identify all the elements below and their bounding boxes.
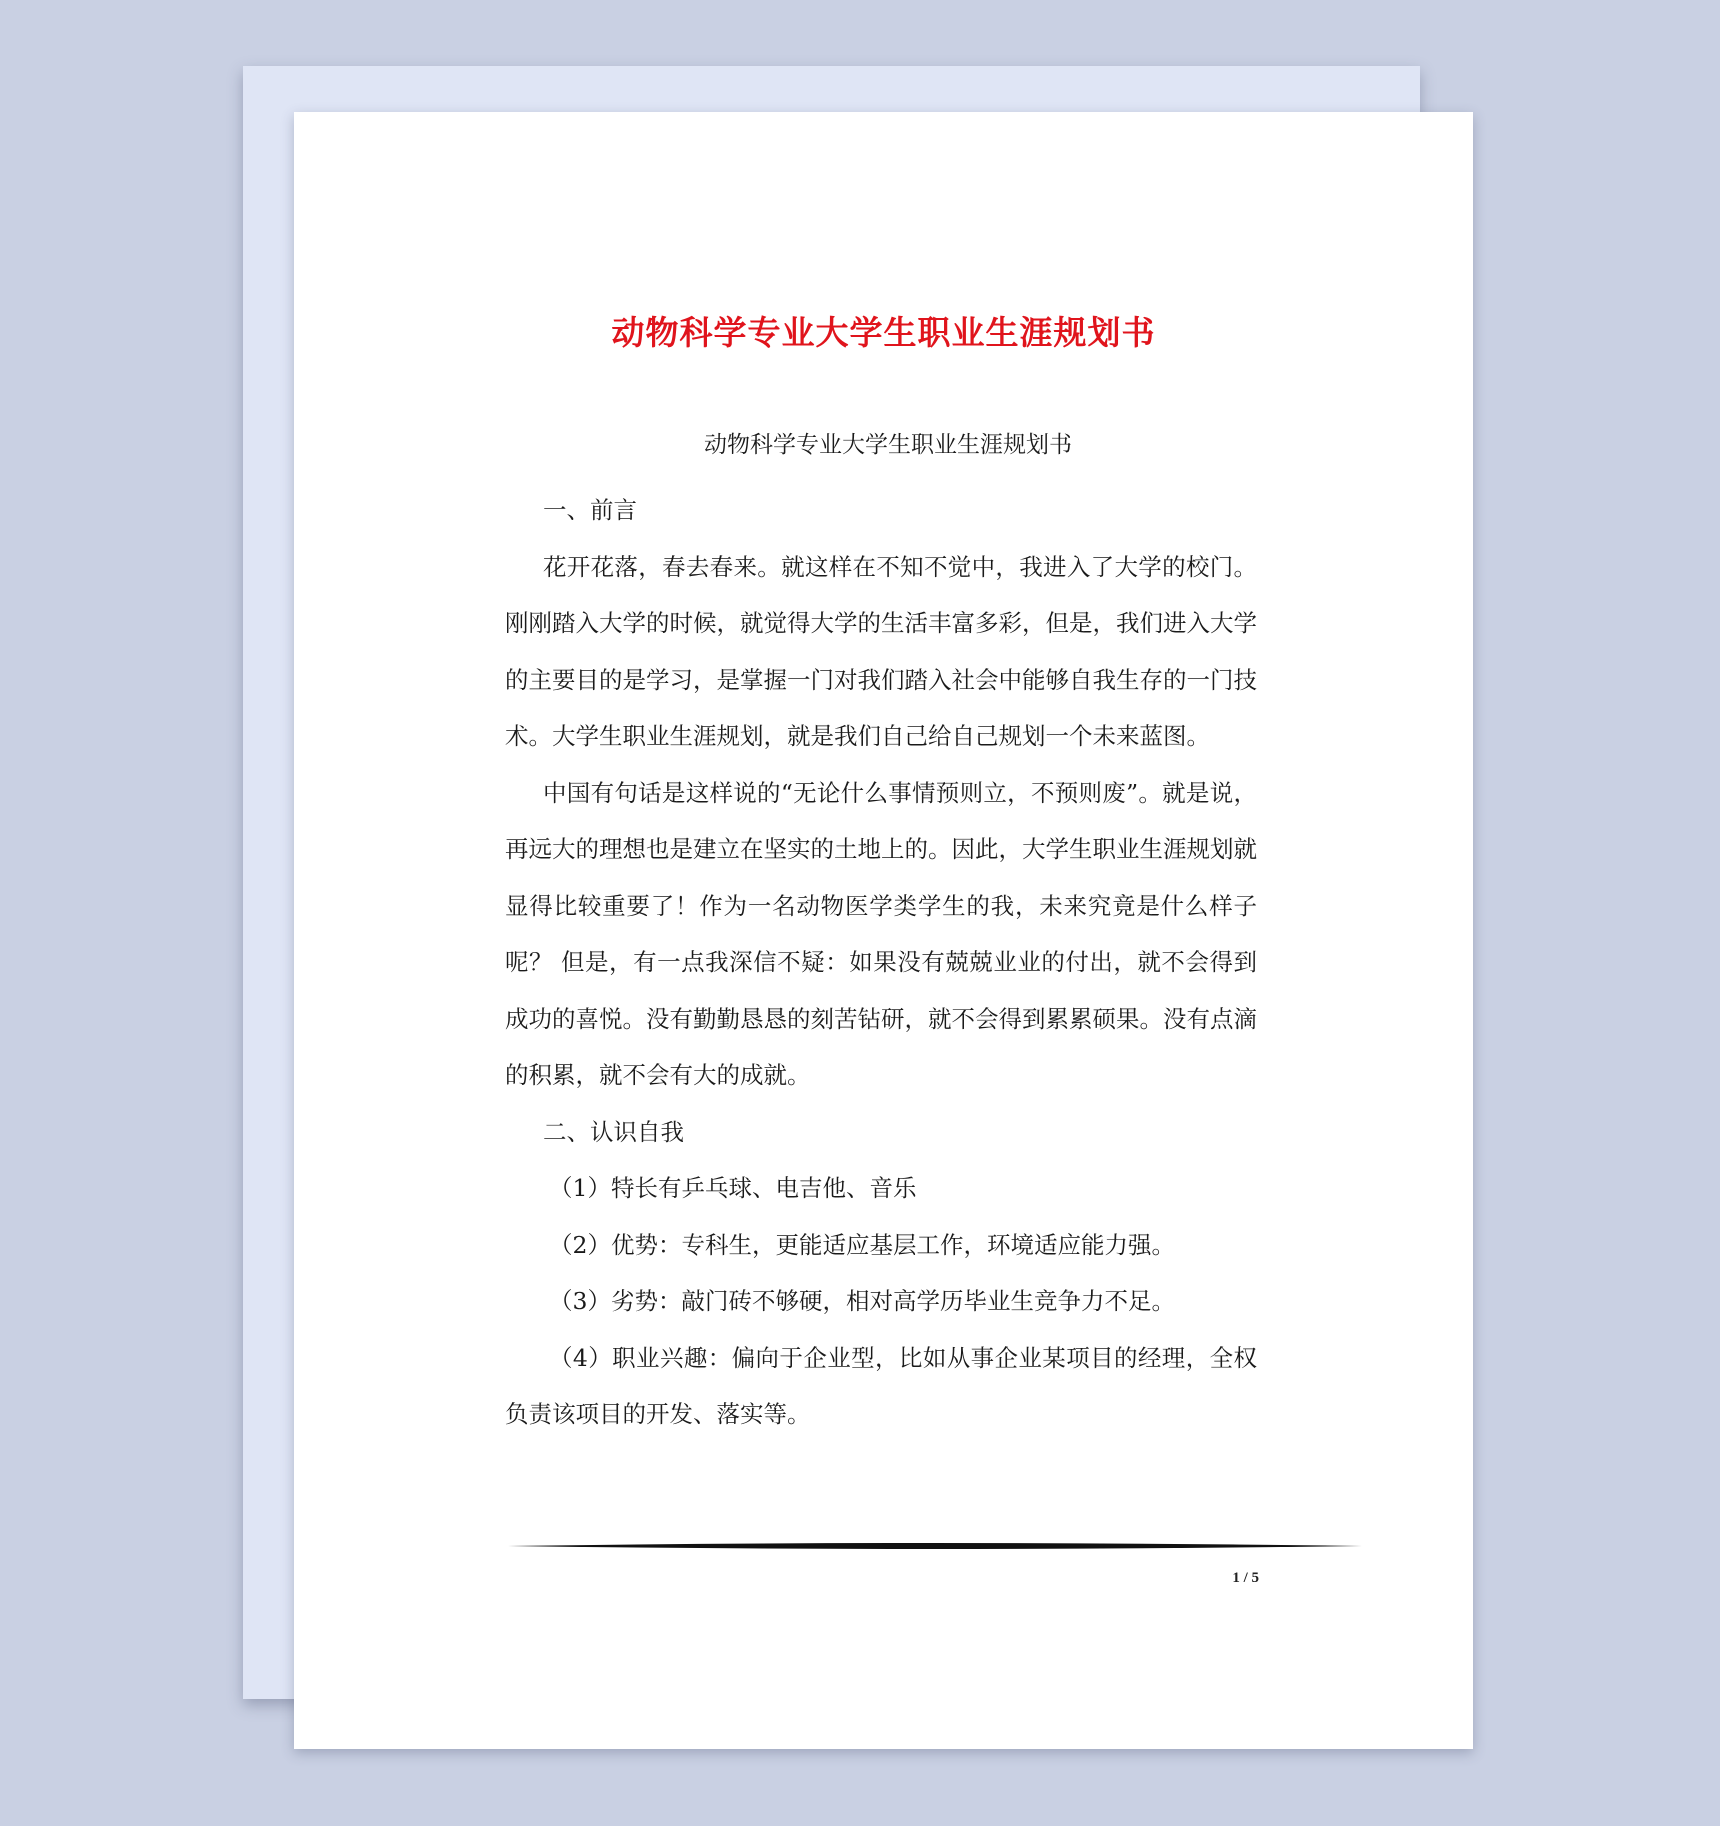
page-number: 1 / 5 bbox=[1232, 1570, 1259, 1586]
section-heading-self-awareness: 二、认识自我 bbox=[543, 1117, 684, 1146]
document-page bbox=[294, 112, 1473, 1749]
section-heading-preface: 一、前言 bbox=[543, 496, 637, 524]
list-item: （1）特长有乒乓球、电吉他、音乐 bbox=[549, 1174, 917, 1202]
paragraph: 花开花落，春去春来。就这样在不知不觉中，我进入了大学的校门。刚刚踏入大学的时候，就觉得大学的生活丰富多彩，但是，我们进入大学的主要目的是学习，是掌握一门对我们踏入社会中能够自我生存的一门技术。大学生职业生涯规划，就是我们自己给自己规划一个未来蓝图。 bbox=[505, 552, 1257, 750]
footer-divider bbox=[505, 1540, 1362, 1552]
list-item: （2）优势：专科生，更能适应基层工作，环境适应能力强。 bbox=[549, 1230, 1175, 1259]
document-subtitle: 动物科学专业大学生职业生涯规划书 bbox=[704, 432, 1072, 458]
list-item: （4）职业兴趣：偏向于企业型，比如从事企业某项目的经理，全权负责该项目的开发、落实等。 bbox=[505, 1343, 1257, 1428]
document-body bbox=[505, 482, 1257, 1443]
document-title: 动物科学专业大学生职业生涯规划书 bbox=[611, 313, 1156, 352]
paragraph: 中国有句话是这样说的“无论什么事情预则立，不预则废”。就是说，再远大的理想也是建立在坚实的土地上的。因此，大学生职业生涯规划就显得比较重要了！作为一名动物医学类学生的我，未来究竟是什么样子呢？ 但是，有一点我深信不疑：如果没有兢兢业业的付出，就不会得到成功的喜悦。没有勤勤恳恳的刻苦钻研，就不会得到累累硕果。没有点滴的积累，就不会有大的成就。 bbox=[505, 778, 1257, 1089]
list-item: （3）劣势：敲门砖不够硬，相对高学历毕业生竞争力不足。 bbox=[549, 1287, 1175, 1315]
